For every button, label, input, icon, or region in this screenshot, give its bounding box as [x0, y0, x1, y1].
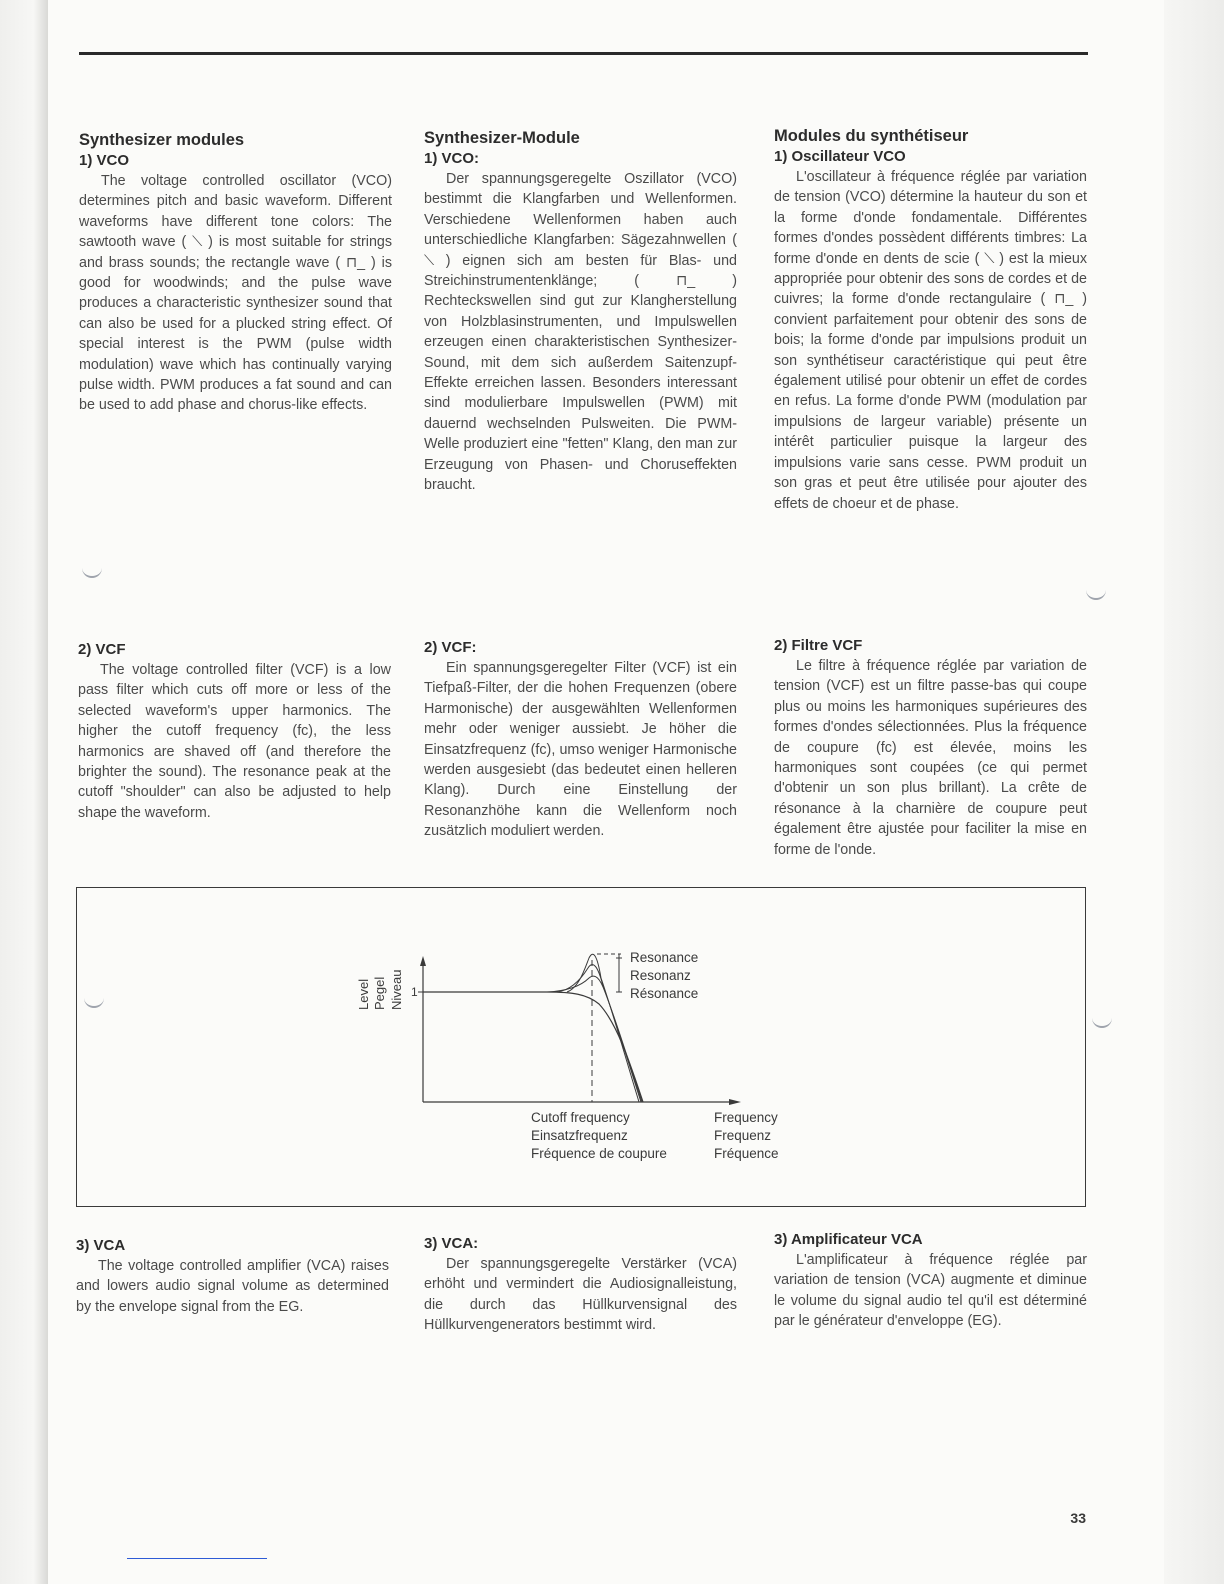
response-curve-mid-resonance [557, 965, 641, 1102]
resonance-label-fr: Résonance [630, 986, 699, 1001]
german-vcf-text: Ein spannungsgeregelter Filter (VCF) ist ein Tiefpaß-Filter, der die hohen Frequenzen (obere Harmonische) der ausgewählten Wellenformen mehr oder weniger aussiebt. Je höher die Einsatzfrequenz (fc), umso weniger Harmonische werden ausgesiebt (das bedeutet einen helleren Klang). Durch eine Einstellung der Resonanzhöhe kann die Wellenform noch zusätzlich moduliert werden. [424, 660, 737, 840]
french-vca-text: L'amplificateur à fréquence réglée par variation de tension (VCA) augmente et diminue le volume du signal audio tel qu'il est déterminé par le générateur d'enveloppe (EG). [774, 1252, 1087, 1330]
punch-hole-right-mid [1092, 1012, 1112, 1028]
german-heading: Synthesizer-Module [424, 129, 580, 147]
english-vco-title: 1) VCO [79, 152, 130, 169]
resonance-label-en: Resonance [630, 950, 699, 965]
english-vcf-title: 2) VCF [78, 641, 126, 658]
filter-response-diagram [77, 888, 1085, 1206]
blue-underline-mark [127, 1558, 267, 1559]
page-binding-edge [0, 0, 48, 1584]
frequency-label-de: Frequenz [714, 1128, 772, 1143]
page-right-edge [1164, 0, 1224, 1584]
french-vcf-text: Le filtre à fréquence réglée par variation de tension (VCF) est un filtre passe-bas qui coupe plus ou moins les harmoniques supérieures des formes d'ondes sélectionnées. Plus la fréquence de coupure (fc) est élevée, moins les harmoniques sont coupées (ce qui permet d'obtenir un son plus brillant). La crête de résonance à la charnière de coupure peut également être ajustée pour faciliter la mise en forme de l'onde. [774, 658, 1087, 858]
german-vca-title: 3) VCA: [424, 1235, 479, 1252]
german-vcf-title: 2) VCF: [424, 639, 477, 656]
german-vco-title: 1) VCO: [424, 150, 480, 167]
french-vco-text: L'oscillateur à fréquence réglée par variation de tension (VCO) détermine la hauteur du son et la forme d'onde fondamentale. Différentes formes d'ondes possèdent différents timbres: La forme d'onde en dents de scie ( ⟍ ) est la mieux appropriée pour obtenir des sons de cordes et de cuivres; la forme d'onde rectangulaire ( ⊓_ ) convient parfaitement pour obtenir des sons de bois; la forme d'onde par impulsions produit un son synthétiseur caractéristique qui peut être également utilisé pour obtenir un effet de cordes en refus. La forme d'onde PWM (modulation par impulsions de largeur variable) présente un intérêt particulier puisque la largeur des impulsions varie sans cesse. PWM produit un son gras et peut être utilisée pour ajouter des effets de choeur et de phase. [774, 169, 1087, 512]
punch-hole-left-top [82, 562, 102, 578]
french-vcf-section [774, 636, 1087, 860]
y-label-pegel: Pegel [372, 976, 387, 1010]
english-vca-title: 3) VCA [76, 1237, 126, 1254]
german-vco-section [424, 128, 737, 496]
english-vcf-text: The voltage controlled filter (VCF) is a low pass filter which cuts off more or less of the selected waveform's upper harmonics. The higher the cutoff frequency (fc), the less harmonics are shaved off (and therefore the brighter the sound). The resonance peak at the cutoff "shoulder" can also be adjusted to help shape the waveform. [78, 662, 391, 821]
cutoff-label-en: Cutoff frequency [531, 1110, 630, 1125]
frequency-label-fr: Fréquence [714, 1146, 779, 1161]
english-vca-text: The voltage controlled amplifier (VCA) raises and lowers audio signal volume as determined by the envelope signal from the EG. [76, 1258, 389, 1315]
english-vcf-section [78, 640, 391, 823]
french-vco-section [774, 126, 1087, 514]
punch-hole-right-top [1086, 584, 1106, 600]
french-vco-title: 1) Oscillateur VCO [774, 148, 906, 165]
english-vco-section [79, 130, 392, 416]
german-vca-text: Der spannungsgeregelte Verstärker (VCA) erhöht und vermindert die Audiosignalleistung, die durch das Hüllkurvensignal des Hüllkurvengenerators bestimmt wird. [424, 1256, 737, 1334]
resonance-label-de: Resonanz [630, 968, 691, 983]
y-axis-arrow [420, 956, 426, 966]
response-curve-low-resonance [547, 976, 642, 1102]
french-vca-section [774, 1230, 1087, 1332]
page-number: 33 [1070, 1510, 1086, 1526]
response-curve-high-resonance [567, 954, 639, 1102]
german-vco-text: Der spannungsgeregelte Oszillator (VCO) bestimmt die Klangfarben und Wellenformen. Verschiedene Wellenformen haben auch unterschiedliche Klangfarben: Sägezahnwellen ( ⟍ ) eignen sich am besten für Blas- und Streichinstrumentenklänge; ( ⊓_ ) Rechteckswellen sind gut zur Klangherstellung von Holzblasinstrumenten, und Impulswellen erzeugen einen charakteristischen Synthesizer-Sound, mit dem sich außerdem Saitenzupf-Effekte erreichen lassen. Besonders interessant sind modulierbare Impulswellen (PWM) mit dauernd wechselnden Pulsweiten. Die PWM-Welle produziert eine "fetten" Klang, den man zur Erzeugung von Phasen- und Choruseffekten braucht. [424, 171, 737, 494]
french-heading: Modules du synthétiseur [774, 127, 969, 145]
y-label-niveau: Niveau [389, 969, 404, 1010]
english-heading: Synthesizer modules [79, 131, 245, 149]
x-axis-arrow [729, 1099, 741, 1105]
english-vco-text: The voltage controlled oscillator (VCO) determines pitch and basic waveform. Different waveforms have different tone colors: The sawtooth wave ( ⟍ ) is most suitable for strings and brass sounds; the rectangle wave ( ⊓_ ) is good for woodwinds; and the pulse wave produces a characteristic synthesizer sound that can also be used for a plucked string effect. Of special interest is the PWM (pulse width modulation) wave which has continually varying pulse width. PWM produces a fat sound and can be used to add phase and chorus-like effects. [79, 173, 392, 414]
french-vcf-title: 2) Filtre VCF [774, 637, 863, 654]
filter-diagram-frame [76, 887, 1086, 1207]
y-label-level: Level [356, 978, 371, 1010]
top-rule [79, 52, 1088, 55]
german-vca-section [424, 1234, 737, 1336]
german-vcf-section [424, 638, 737, 842]
english-vca-section [76, 1236, 389, 1317]
french-vca-title: 3) Amplificateur VCA [774, 1231, 923, 1248]
y-tick-label: 1 [411, 985, 418, 999]
response-curve-flat [423, 992, 643, 1102]
frequency-label-en: Frequency [714, 1110, 778, 1125]
cutoff-label-de: Einsatzfrequenz [531, 1128, 628, 1143]
cutoff-label-fr: Fréquence de coupure [531, 1146, 667, 1161]
